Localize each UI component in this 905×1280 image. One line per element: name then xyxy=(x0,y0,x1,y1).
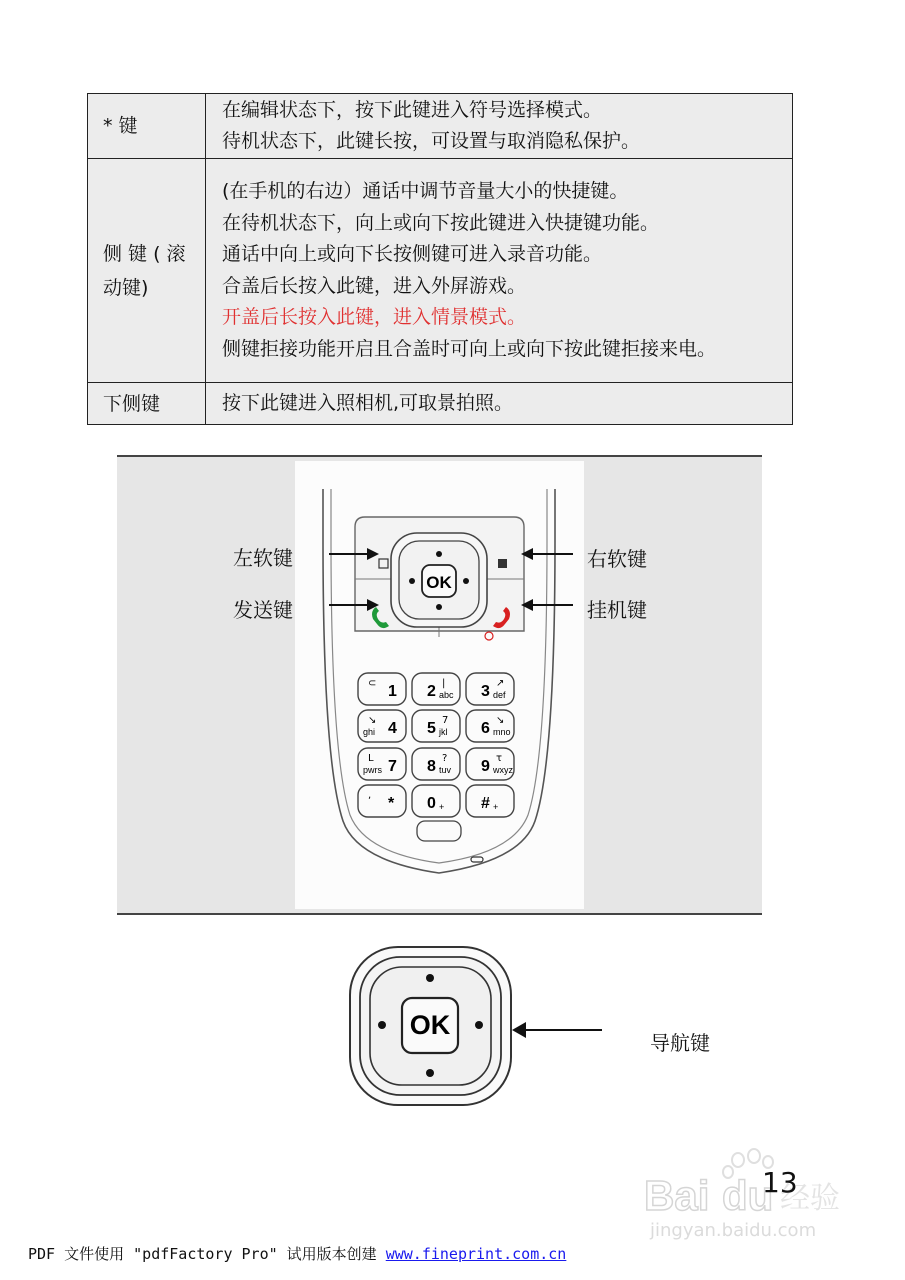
svg-text:jingyan.baidu.com: jingyan.baidu.com xyxy=(650,1220,817,1241)
keypad-key-star[interactable] xyxy=(358,785,406,817)
microphone-icon xyxy=(471,857,483,862)
keypad-key-1[interactable] xyxy=(358,673,406,705)
key-name-text: 侧 键 ( 滚 xyxy=(103,242,186,265)
table-row xyxy=(88,159,793,383)
key-function-table xyxy=(87,93,793,425)
keypad-key-symbol: ? xyxy=(442,753,448,764)
keypad-key-letters: wxyz xyxy=(493,765,513,775)
keypad-key-symbol: L xyxy=(368,753,374,764)
keypad-key-symbol: ↗ xyxy=(496,678,505,689)
key-description-cell xyxy=(206,94,793,159)
keypad xyxy=(358,673,514,841)
keypad-key-symbol: , xyxy=(368,790,372,801)
phone-illustration xyxy=(295,461,584,909)
key-name-text: 动键) xyxy=(103,276,149,299)
keypad-key-5[interactable] xyxy=(412,710,460,742)
power-icon xyxy=(485,632,493,640)
key-name-cell xyxy=(88,94,206,159)
keypad-key-letters: abc xyxy=(439,690,454,700)
arrow-right-soft-icon xyxy=(521,546,573,562)
keypad-key-letters: + xyxy=(493,802,499,812)
keypad-key-symbol: ⊂ xyxy=(368,678,377,689)
keypad-key-number: 2 xyxy=(427,683,436,700)
description-line: 在编辑状态下，按下此键进入符号选择模式。 xyxy=(222,98,603,121)
keypad-key-hash[interactable] xyxy=(466,785,514,817)
keypad-key-0[interactable] xyxy=(412,785,460,817)
keypad-key-symbol: ↘ xyxy=(368,715,377,726)
keypad-key-6[interactable] xyxy=(466,710,514,742)
keypad-key-symbol: 7 xyxy=(442,715,449,726)
arrow-send-icon xyxy=(329,597,379,613)
keypad-key-number: 3 xyxy=(481,683,490,700)
table-row xyxy=(88,383,793,425)
keypad-key-number: 9 xyxy=(481,758,490,775)
keypad-key-letters: ghi xyxy=(363,727,376,737)
key-name-text: 下侧键 xyxy=(103,392,161,415)
keypad-key-number: 6 xyxy=(481,720,490,737)
nav-up-dot xyxy=(426,974,434,982)
nav-key-label: 导航键 xyxy=(650,1031,710,1055)
keypad-key-number: 8 xyxy=(427,758,436,775)
keypad-key-letters: pwrs xyxy=(363,765,383,775)
keypad-key-7[interactable] xyxy=(358,748,406,780)
arrow-end-icon xyxy=(521,597,573,613)
nav-key-arrow-icon xyxy=(512,1020,602,1040)
description-line: 在待机状态下，向上或向下按此键进入快捷键功能。 xyxy=(222,211,660,234)
key-description-cell xyxy=(206,159,793,383)
pdf-footer xyxy=(28,1243,566,1264)
keypad-key-9[interactable] xyxy=(466,748,514,780)
key-name-cell xyxy=(88,383,206,425)
right-soft-key-icon xyxy=(498,559,507,568)
pdf-footer-text: PDF 文件使用 "pdfFactory Pro" 试用版本创建 xyxy=(28,1245,386,1263)
page-number: 13 xyxy=(762,1166,798,1199)
send-key-label: 发送键 xyxy=(233,598,293,622)
nav-right-dot xyxy=(475,1021,483,1029)
keypad-key-3[interactable] xyxy=(466,673,514,705)
left-soft-key-label: 左软键 xyxy=(233,546,293,570)
description-line: 待机状态下，此键长按，可设置与取消隐私保护。 xyxy=(222,130,641,152)
svg-text:du: du xyxy=(722,1172,774,1219)
key-name-cell xyxy=(88,159,206,383)
arrow-left-soft-icon xyxy=(329,546,379,562)
fineprint-link[interactable]: www.fineprint.com.cn xyxy=(385,1245,567,1263)
keypad-key-letters: jkl xyxy=(439,727,448,737)
description-line: 合盖后长按入此键，进入外屏游戏。 xyxy=(222,274,527,297)
key-description-cell xyxy=(206,383,793,425)
keypad-key-number: * xyxy=(388,795,395,812)
keypad-key-8[interactable] xyxy=(412,748,460,780)
table-row xyxy=(88,94,793,159)
keypad-key-letters: tuv xyxy=(439,765,452,775)
keypad-key-symbol: τ xyxy=(496,753,503,764)
keypad-key-symbol: | xyxy=(442,678,446,689)
keypad-bottom-key xyxy=(417,821,461,841)
baidu-jingyan-watermark xyxy=(640,1148,855,1243)
nav-down-dot xyxy=(426,1069,434,1077)
svg-text:Bai: Bai xyxy=(644,1172,710,1219)
description-line: 侧键拒接功能开启且合盖时可向上或向下按此键拒接来电。 xyxy=(222,337,717,360)
keypad-key-2[interactable] xyxy=(412,673,460,705)
right-soft-key-label: 右软键 xyxy=(587,547,647,571)
phone-keypad-figure xyxy=(117,455,762,915)
nav-key-figure xyxy=(348,945,513,1107)
ok-key-label: OK xyxy=(426,573,452,592)
keypad-key-number: 4 xyxy=(388,720,397,737)
description-line: (在手机的右边）通话中调节音量大小的快捷键。 xyxy=(222,180,629,202)
nav-ok-label: OK xyxy=(409,1010,451,1040)
phone-drawing xyxy=(295,461,584,909)
keypad-key-number: 1 xyxy=(388,683,397,700)
key-name-text: * 键 xyxy=(103,115,138,137)
description-line: 按下此键进入照相机,可取景拍照。 xyxy=(222,391,514,414)
keypad-key-letters: + xyxy=(439,802,445,812)
keypad-key-letters: def xyxy=(493,690,506,700)
svg-text:经验: 经验 xyxy=(780,1181,840,1216)
keypad-key-number: 7 xyxy=(388,758,397,775)
description-line: 开盖后长按入此键，进入情景模式。 xyxy=(222,306,527,328)
description-line: 通话中向上或向下长按侧键可进入录音功能。 xyxy=(222,243,603,265)
keypad-key-number: 5 xyxy=(427,720,436,737)
keypad-key-number: 0 xyxy=(427,795,436,812)
keypad-key-symbol: ↘ xyxy=(496,715,505,726)
nav-left-dot xyxy=(378,1021,386,1029)
keypad-key-letters: mno xyxy=(493,727,511,737)
keypad-key-number: # xyxy=(481,795,490,812)
end-key-label: 挂机键 xyxy=(587,598,647,622)
keypad-key-4[interactable] xyxy=(358,710,406,742)
